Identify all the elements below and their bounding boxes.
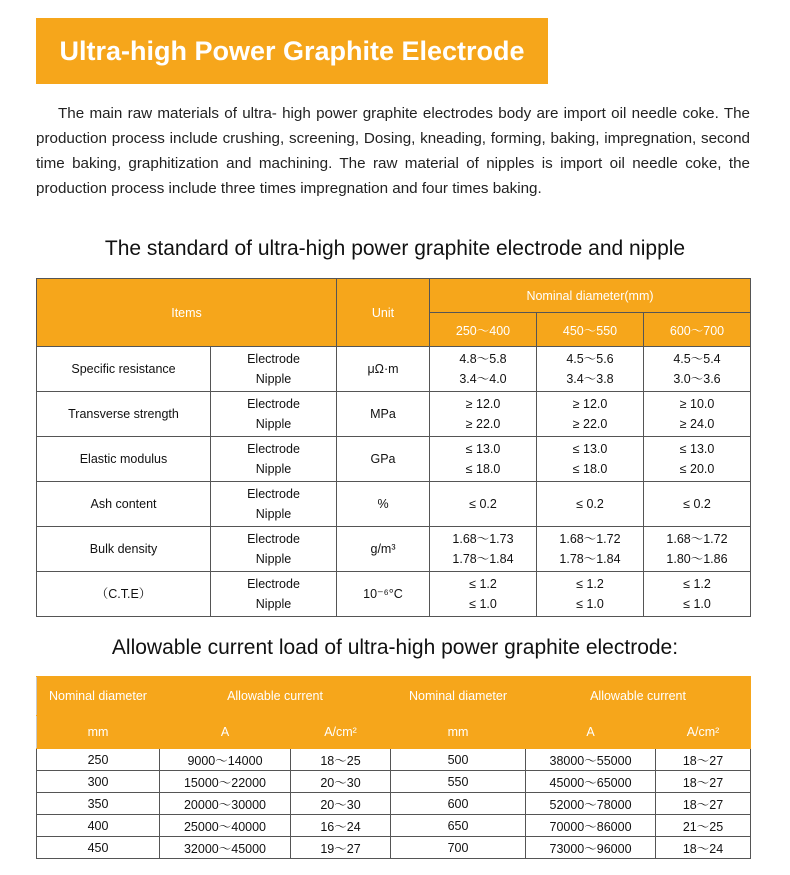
value: 3.4～4.0 [459, 372, 507, 386]
value: ≥ 10.0 [679, 397, 715, 411]
value: ≤ 1.2 [683, 577, 711, 591]
part-label: Nipple [255, 597, 292, 611]
value-cell [644, 437, 751, 482]
table-row [37, 572, 751, 617]
header-unit: Unit [337, 279, 430, 347]
table-cell: 32000～45000 [160, 837, 291, 859]
value: ≤ 1.0 [576, 597, 604, 611]
table-cell: 21～25 [656, 815, 751, 837]
header-mm: mm [391, 716, 526, 749]
value-cell [430, 482, 537, 527]
value-cell [537, 527, 644, 572]
part-label: Nipple [255, 462, 292, 476]
table-cell: 300 [37, 771, 160, 793]
item-parts [211, 392, 337, 437]
value-cell [644, 347, 751, 392]
item-unit: % [337, 482, 430, 527]
part-label: Nipple [255, 507, 292, 521]
part-label: Electrode [247, 352, 300, 366]
item-unit: MPa [337, 392, 430, 437]
table-cell: 15000～22000 [160, 771, 291, 793]
header-a-per-cm2: A/cm² [291, 716, 391, 749]
table-cell: 19～27 [291, 837, 391, 859]
part-label: Nipple [255, 552, 292, 566]
header-items: Items [37, 279, 337, 347]
table-cell: 20000～30000 [160, 793, 291, 815]
table-row [37, 392, 751, 437]
value: ≤ 18.0 [572, 462, 608, 476]
value: ≤ 1.2 [576, 577, 604, 591]
value-cell [537, 347, 644, 392]
table-cell: 70000～86000 [526, 815, 656, 837]
table-row [37, 837, 751, 859]
table-cell: 20～30 [291, 793, 391, 815]
table-cell: 400 [37, 815, 160, 837]
item-unit: GPa [337, 437, 430, 482]
table-row [37, 437, 751, 482]
header-allowable-current: Allowable current [526, 677, 751, 716]
item-parts [211, 347, 337, 392]
value: ≥ 24.0 [679, 417, 715, 431]
value: ≤ 13.0 [679, 442, 715, 456]
table-cell: 18～25 [291, 749, 391, 771]
value-cell [644, 527, 751, 572]
value: 4.5～5.4 [673, 352, 721, 366]
item-parts [211, 572, 337, 617]
header-a-per-cm2: A/cm² [656, 716, 751, 749]
table-cell: 18～27 [656, 793, 751, 815]
value: 1.78～1.84 [452, 552, 514, 566]
value: 1.78～1.84 [559, 552, 621, 566]
header-mm: mm [37, 716, 160, 749]
table-cell: 450 [37, 837, 160, 859]
item-parts [211, 482, 337, 527]
item-name: Specific resistance [37, 347, 211, 392]
table-cell: 18～27 [656, 771, 751, 793]
standard-table [36, 278, 751, 617]
table-cell: 250 [37, 749, 160, 771]
value-cell [430, 392, 537, 437]
current-table-title: Allowable current load of ultra-high power graphite electrode: [111, 636, 679, 659]
value: 1.68～1.72 [559, 532, 621, 546]
item-name: Bulk density [37, 527, 211, 572]
value: 4.5～5.6 [566, 352, 614, 366]
current-table [36, 676, 751, 859]
part-label: Electrode [247, 397, 300, 411]
table-row [37, 793, 751, 815]
value-cell [430, 437, 537, 482]
value: ≤ 1.0 [683, 597, 711, 611]
value-cell [644, 482, 751, 527]
header-diameter: 600～700 [644, 313, 751, 347]
value-cell [537, 392, 644, 437]
header-nominal-diameter: Nominal diameter [391, 677, 526, 716]
item-unit: g/m³ [337, 527, 430, 572]
part-label: Electrode [247, 487, 300, 501]
value-cell [644, 392, 751, 437]
standard-table-title: The standard of ultra-high power graphite electrode and nipple [104, 237, 686, 260]
table-cell: 9000～14000 [160, 749, 291, 771]
table-row [37, 771, 751, 793]
value-cell [430, 572, 537, 617]
value: ≤ 0.2 [469, 497, 497, 511]
value: ≤ 13.0 [465, 442, 501, 456]
current-table-body [37, 749, 751, 859]
table-row [37, 347, 751, 392]
part-label: Nipple [255, 372, 292, 386]
part-label: Nipple [255, 417, 292, 431]
table-cell: 650 [391, 815, 526, 837]
value: 4.8～5.8 [459, 352, 507, 366]
header-diameter: 250～400 [430, 313, 537, 347]
item-parts [211, 527, 337, 572]
intro-paragraph: The main raw materials of ultra- high power graphite electrodes body are import oil needle coke. The production process include crushing, screening, Dosing, kneading, forming, baking, impregnation, second time baking, graphitization and machining. The raw material of nipples is import oil needle coke, the production process include three times impregnation and four times baking. [36, 105, 750, 197]
value: ≤ 1.2 [469, 577, 497, 591]
value: ≤ 1.0 [469, 597, 497, 611]
table-cell: 18～24 [656, 837, 751, 859]
part-label: Electrode [247, 442, 300, 456]
value-cell [644, 572, 751, 617]
table-row [37, 749, 751, 771]
item-parts [211, 437, 337, 482]
header-allowable-current: Allowable current [160, 677, 391, 716]
item-name: Transverse strength [37, 392, 211, 437]
table-cell: 38000～55000 [526, 749, 656, 771]
value-cell [430, 347, 537, 392]
table-cell: 25000～40000 [160, 815, 291, 837]
table-cell: 500 [391, 749, 526, 771]
value: 3.0～3.6 [673, 372, 721, 386]
value: ≤ 13.0 [572, 442, 608, 456]
value: ≥ 22.0 [465, 417, 501, 431]
table-row [37, 527, 751, 572]
header-nominal-diameter: Nominal diameter [37, 677, 160, 716]
value: ≤ 0.2 [576, 497, 604, 511]
page-title-banner: Ultra-high Power Graphite Electrode [36, 18, 548, 84]
item-unit: μΩ·m [337, 347, 430, 392]
value: ≥ 22.0 [572, 417, 608, 431]
header-diameter: 450～550 [537, 313, 644, 347]
table-cell: 18～27 [656, 749, 751, 771]
table-cell: 16～24 [291, 815, 391, 837]
part-label: Electrode [247, 532, 300, 546]
table-cell: 700 [391, 837, 526, 859]
header-nominal-diameter: Nominal diameter(mm) [430, 279, 751, 313]
value: 1.68～1.72 [666, 532, 728, 546]
item-name: Elastic modulus [37, 437, 211, 482]
item-name: Ash content [37, 482, 211, 527]
value-cell [537, 572, 644, 617]
value: ≥ 12.0 [465, 397, 501, 411]
value: 1.80～1.86 [666, 552, 728, 566]
table-cell: 20～30 [291, 771, 391, 793]
table-cell: 550 [391, 771, 526, 793]
value-cell [537, 437, 644, 482]
table-cell: 600 [391, 793, 526, 815]
value: ≤ 18.0 [465, 462, 501, 476]
part-label: Electrode [247, 577, 300, 591]
value: ≤ 20.0 [679, 462, 715, 476]
value-cell [430, 527, 537, 572]
value: 3.4～3.8 [566, 372, 614, 386]
value-cell [537, 482, 644, 527]
table-cell: 350 [37, 793, 160, 815]
item-unit: 10⁻⁶°C [337, 572, 430, 617]
table-cell: 45000～65000 [526, 771, 656, 793]
table-cell: 73000～96000 [526, 837, 656, 859]
table-row [37, 815, 751, 837]
value: 1.68～1.73 [452, 532, 514, 546]
table-cell: 52000～78000 [526, 793, 656, 815]
table-row [37, 482, 751, 527]
standard-table-body [37, 347, 751, 617]
value: ≥ 12.0 [572, 397, 608, 411]
value: ≤ 0.2 [683, 497, 711, 511]
header-a: A [526, 716, 656, 749]
item-name: （C.T.E） [37, 572, 211, 617]
header-a: A [160, 716, 291, 749]
